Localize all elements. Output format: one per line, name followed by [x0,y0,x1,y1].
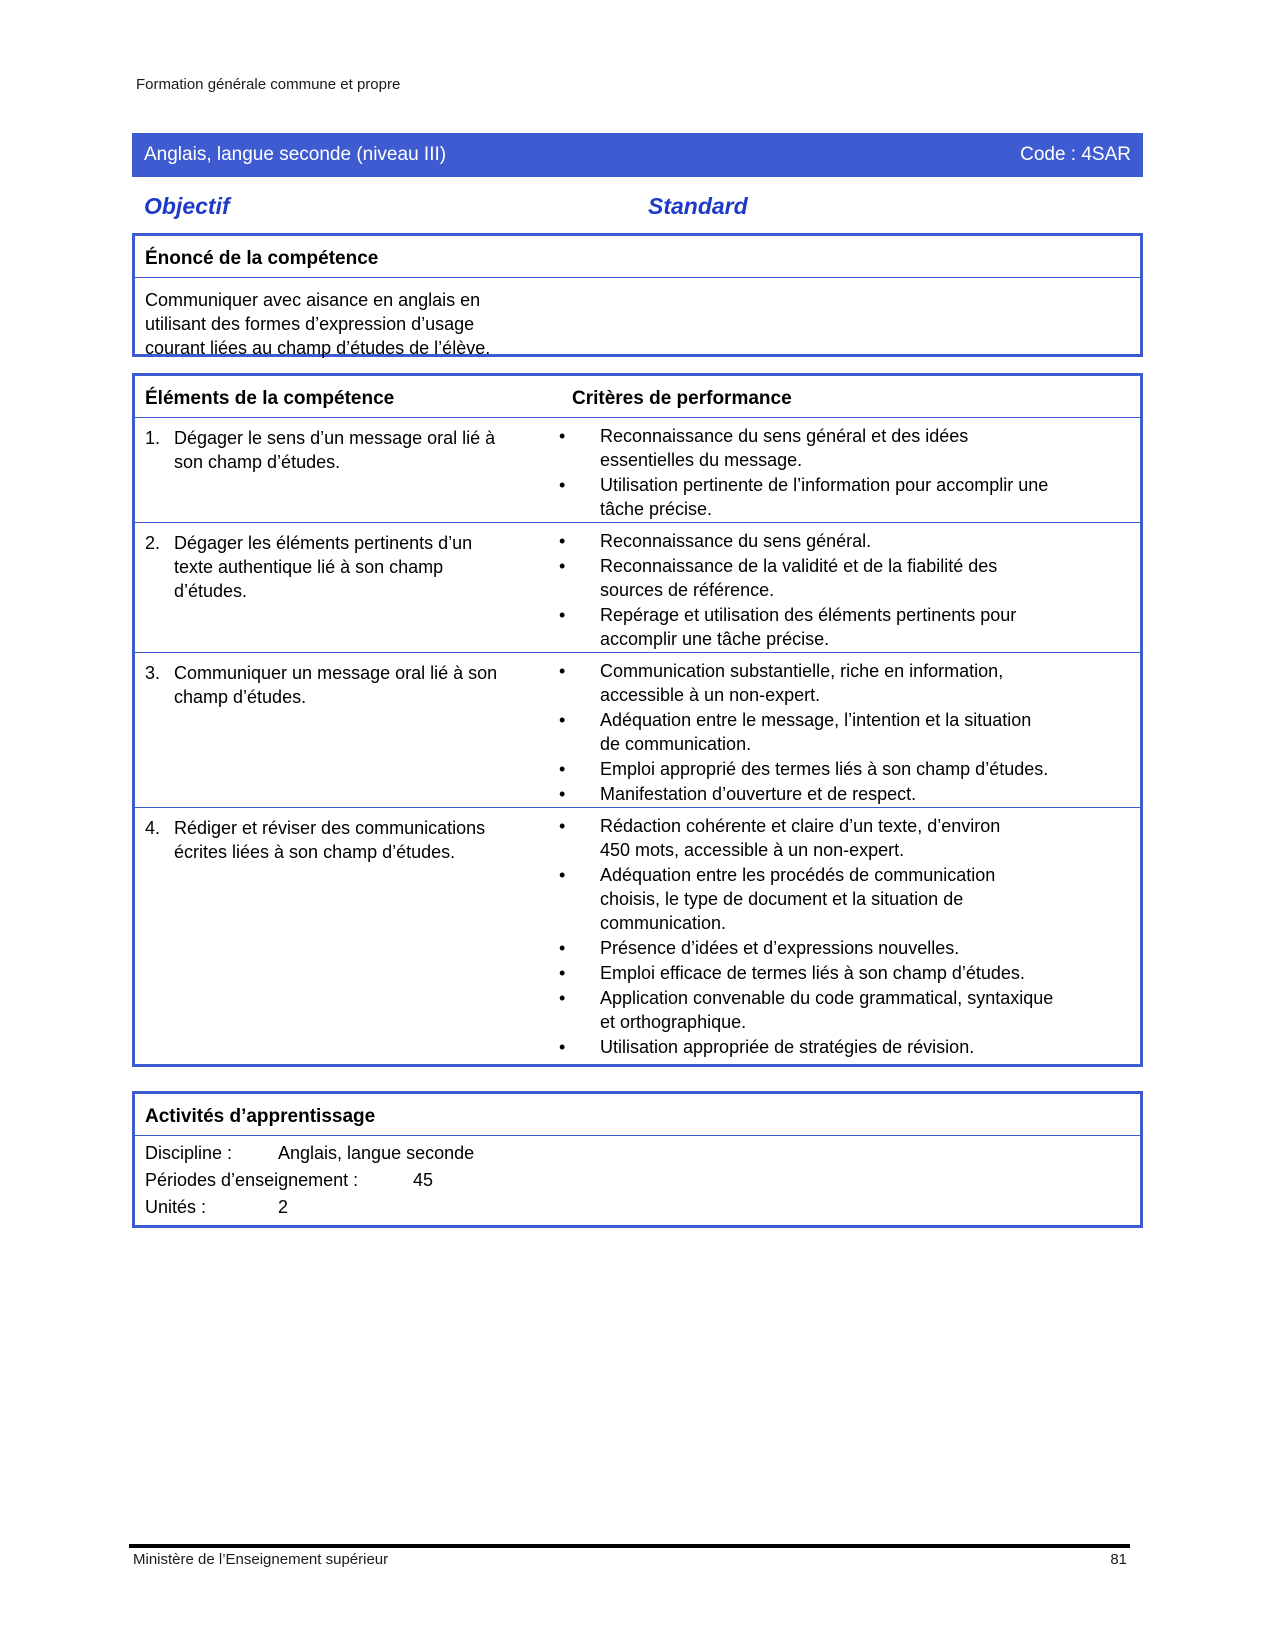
criterion-line: Utilisation appropriée de stratégies de révision. [600,1037,975,1057]
criteria-list-1 [555,424,1110,522]
activites-details [135,1136,1140,1221]
criterion-line: sources de référence. [600,580,775,600]
element-number: 1. [145,428,161,448]
course-title-bar [132,133,1143,177]
criterion [555,961,1110,985]
bullet-icon: • [559,556,566,576]
criterion [555,603,1110,651]
element-row-1 [135,418,1140,523]
activites-heading [135,1094,1140,1136]
criterion-line: Emploi approprié des termes liés à son champ d’études. [600,759,1049,779]
periodes-label: Périodes d’enseignement : [145,1170,359,1190]
criterion-line: accessible à un non-expert. [600,685,821,705]
criterion [555,708,1110,756]
bullet-icon: • [559,988,566,1008]
element-row-2 [135,523,1140,653]
bullet-icon: • [559,426,566,446]
criterion-line: 450 mots, accessible à un non-expert. [600,840,905,860]
page-footer [133,1551,1127,1568]
element-row-3 [135,653,1140,808]
criterion [555,554,1110,602]
criterion [555,936,1110,960]
criterion-line: Reconnaissance de la validité et de la fiabilité des [600,556,998,576]
criterion-line: Application convenable du code grammatical, syntaxique [600,988,1054,1008]
criterion [555,424,1110,472]
criterion-line: de communication. [600,734,752,754]
bullet-icon: • [559,1037,566,1057]
unites-value: 2 [278,1197,289,1217]
criterion [555,757,1110,781]
criterion-line: Adéquation entre les procédés de communication [600,865,996,885]
element-3 [145,661,535,709]
criterion-line: communication. [600,913,727,933]
element-line: son champ d’études. [174,452,341,472]
bullet-icon: • [559,865,566,885]
criterion-line: choisis, le type de document et la situation de [600,889,964,909]
bullet-icon: • [559,816,566,836]
criterion-line: Repérage et utilisation des éléments pertinents pour [600,605,1017,625]
element-line: d’études. [174,581,248,601]
criterion-line: Présence d’idées et d’expressions nouvelles. [600,938,960,958]
objectif-label: Objectif [144,193,230,219]
element-number: 4. [145,818,161,838]
discipline-value: Anglais, langue seconde [278,1143,475,1163]
criterion [555,782,1110,806]
criteria-heading: Critères de performance [572,388,792,409]
element-4 [145,816,535,864]
criterion-line: Reconnaissance du sens général. [600,531,872,551]
bullet-icon: • [559,963,566,983]
bullet-icon: • [559,710,566,730]
element-line: écrites liées à son champ d’études. [174,842,456,862]
element-line: champ d’études. [174,687,307,707]
criterion-line: tâche précise. [600,499,713,519]
discipline-label: Discipline : [145,1143,233,1163]
enonce-text [135,278,535,360]
standard-label: Standard [648,193,748,219]
criteria-list-4 [555,814,1110,1060]
criterion-line: Emploi efficace de termes liés à son champ d’études. [600,963,1025,983]
element-2 [145,531,535,603]
program-header: Formation générale commune et propre [136,76,401,93]
bullet-icon: • [559,784,566,804]
enonce-line: Communiquer avec aisance en anglais en [145,290,481,310]
element-number: 3. [145,663,161,683]
bullet-icon: • [559,531,566,551]
bullet-icon: • [559,661,566,681]
enonce-section [132,233,1143,357]
page-number: 81 [1110,1551,1127,1568]
criterion-line: Communication substantielle, riche en information, [600,661,1004,681]
element-line: Dégager le sens d’un message oral lié à [174,428,496,448]
footer-ministry: Ministère de l’Enseignement supérieur [133,1551,389,1568]
bullet-icon: • [559,938,566,958]
periodes-value: 45 [413,1170,434,1190]
criterion-line: Manifestation d’ouverture et de respect. [600,784,917,804]
element-line: Dégager les éléments pertinents d’un [174,533,473,553]
criteria-list-2 [555,529,1110,652]
discipline-line [145,1140,1140,1167]
criterion-line: et orthographique. [600,1012,747,1032]
criterion [555,814,1110,862]
criterion [555,473,1110,521]
unites-line [145,1194,1140,1221]
course-title: Anglais, langue seconde (niveau III) [144,144,447,165]
course-code: Code : 4SAR [1020,144,1131,165]
enonce-heading-text: Énoncé de la compétence [145,248,379,269]
criterion-line: accomplir une tâche précise. [600,629,830,649]
element-line: texte authentique lié à son champ [174,557,444,577]
enonce-line: courant liées au champ d’études de l’élève. [145,338,491,358]
enonce-line: utilisant des formes d’expression d’usage [145,314,475,334]
criterion [555,1035,1110,1059]
element-line: Communiquer un message oral lié à son [174,663,498,683]
activites-heading-text: Activités d’apprentissage [145,1106,376,1127]
unites-label: Unités : [145,1197,207,1217]
element-row-4 [135,808,1140,1061]
element-number: 2. [145,533,161,553]
criterion-line: Rédaction cohérente et claire d’un texte, d’environ [600,816,1001,836]
elements-section [132,373,1143,1067]
footer-divider [129,1544,1130,1548]
objective-standard-labels [144,193,1124,221]
element-line: Rédiger et réviser des communications [174,818,486,838]
element-1 [145,426,535,474]
criteria-list-3 [555,659,1110,807]
criterion [555,529,1110,553]
criterion [555,863,1110,935]
criterion-line: Adéquation entre le message, l’intention et la situation [600,710,1032,730]
criterion [555,659,1110,707]
bullet-icon: • [559,605,566,625]
enonce-heading [135,236,1140,278]
criterion-line: Reconnaissance du sens général et des idées [600,426,969,446]
bullet-icon: • [559,759,566,779]
criterion [555,986,1110,1034]
criterion-line: essentielles du message. [600,450,803,470]
elements-heading-left: Éléments de la compétence [145,388,395,409]
elements-heading [135,376,1140,418]
periodes-line [145,1167,1140,1194]
bullet-icon: • [559,475,566,495]
criterion-line: Utilisation pertinente de l’information pour accomplir une [600,475,1049,495]
activites-section [132,1091,1143,1228]
